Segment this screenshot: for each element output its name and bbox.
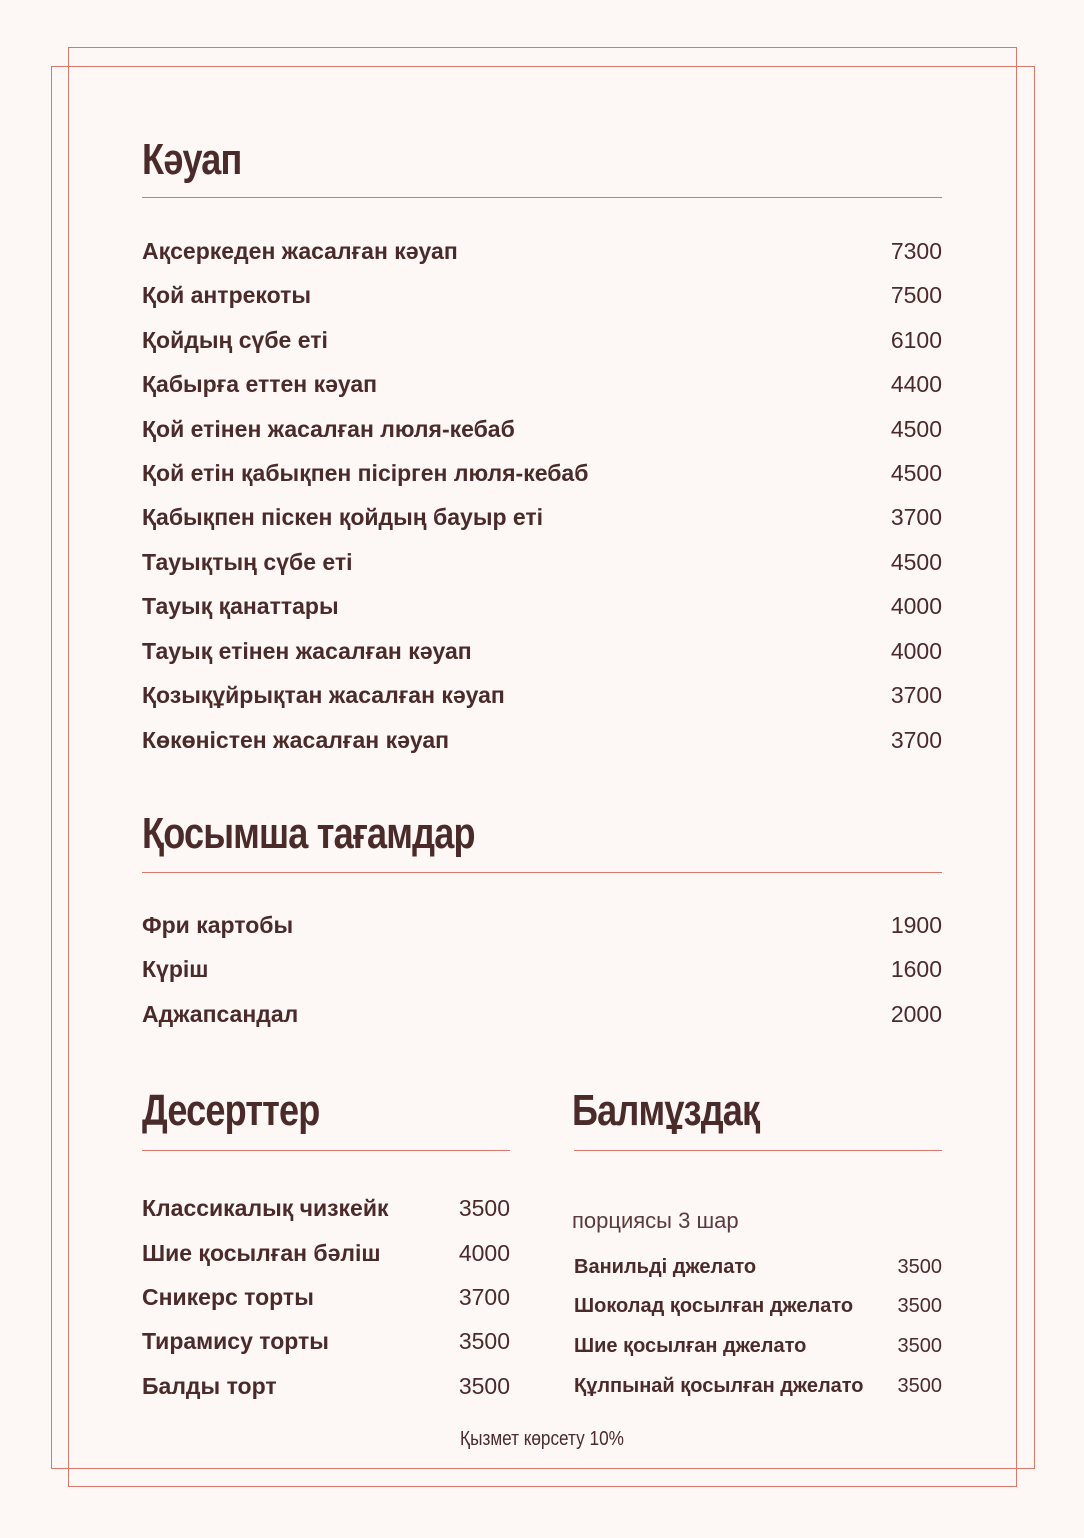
item-name: Тирамису торты [142,1328,329,1354]
item-price: 6100 [890,327,942,353]
item-name: Сникерс торты [142,1284,314,1310]
item-price: 1900 [890,912,942,938]
menu-item [142,329,942,352]
menu-item [142,1330,510,1353]
menu-item [574,1257,942,1277]
item-name: Күріш [142,956,209,982]
menu-item [142,240,942,263]
item-name: Тауық қанаттары [142,593,339,619]
item-name: Қой етін қабықпен пісірген люля-кебаб [142,460,589,486]
item-name: Фри картобы [142,912,294,938]
item-price: 4500 [890,416,942,442]
item-name: Қозықұйрықтан жасалған кәуап [142,682,505,708]
menu-item [142,1286,510,1309]
item-price: 4000 [458,1240,510,1266]
item-price: 3500 [458,1195,510,1221]
menu-item [142,418,942,441]
item-price: 3700 [458,1284,510,1310]
menu-item [142,506,942,529]
item-name: Қой антрекоты [142,282,311,308]
menu-item [142,462,942,485]
menu-item [142,284,942,307]
menu-item [574,1376,942,1396]
item-price: 4000 [890,638,942,664]
item-name: Қой етінен жасалған люля-кебаб [142,416,515,442]
item-name: Тауықтың сүбе еті [142,549,353,575]
item-price: 3700 [890,727,942,753]
item-price: 4500 [890,549,942,575]
section-rule-desserts [142,1150,510,1151]
item-name: Көкөністен жасалған кәуап [142,727,450,753]
item-price: 2000 [890,1001,942,1027]
menu-item [142,595,942,618]
item-price: 7300 [890,238,942,264]
menu-item [142,729,942,752]
item-name: Құлпынай қосылған джелато [574,1375,864,1397]
item-name: Балды торт [142,1373,277,1399]
menu-item [574,1336,942,1356]
item-price: 4000 [890,593,942,619]
section-rule-icecream [574,1150,942,1151]
item-price: 4400 [890,371,942,397]
section-title-desserts: Десерттер [142,1086,320,1135]
item-name: Қойдың сүбе еті [142,327,328,353]
item-price: 1600 [890,956,942,982]
item-price: 7500 [890,282,942,308]
section-title-kebab: Кәуап [142,135,242,184]
menu-item [142,958,942,981]
menu-item [142,1242,510,1265]
item-name: Қабықпен піскен қойдың бауыр еті [142,504,544,530]
item-name: Аджапсандал [142,1001,299,1027]
item-price: 3500 [897,1256,942,1278]
item-price: 3500 [897,1335,942,1357]
section-title-sides: Қосымша тағамдар [142,809,475,858]
item-name: Ванильді джелато [574,1256,757,1278]
item-price: 3700 [890,504,942,530]
menu-item [142,1375,510,1398]
menu-item [142,1003,942,1026]
menu-item [142,684,942,707]
item-name: Тауық етінен жасалған кәуап [142,638,472,664]
item-price: 3500 [897,1375,942,1397]
item-name: Шие қосылған джелато [574,1335,807,1357]
item-price: 3700 [890,682,942,708]
menu-item [574,1296,942,1316]
menu-item [142,1197,510,1220]
item-name: Ақсеркеден жасалған кәуап [142,238,458,264]
menu-item [142,551,942,574]
menu-item [142,640,942,663]
section-rule-sides [142,872,942,873]
section-rule-kebab [142,197,942,198]
item-price: 3500 [897,1295,942,1317]
portion-note: порциясы 3 шар [572,1208,739,1233]
service-charge-note: Қызмет көрсету 10% [460,1428,624,1450]
item-price: 3500 [458,1328,510,1354]
item-name: Классикалық чизкейк [142,1195,389,1221]
menu-item [142,914,942,937]
item-price: 3500 [458,1373,510,1399]
item-name: Қабырға еттен кәуап [142,371,378,397]
menu-item [142,373,942,396]
item-price: 4500 [890,460,942,486]
item-name: Шоколад қосылған джелато [574,1295,854,1317]
section-title-icecream: Балмұздақ [572,1086,760,1135]
item-name: Шие қосылған бәліш [142,1240,381,1266]
